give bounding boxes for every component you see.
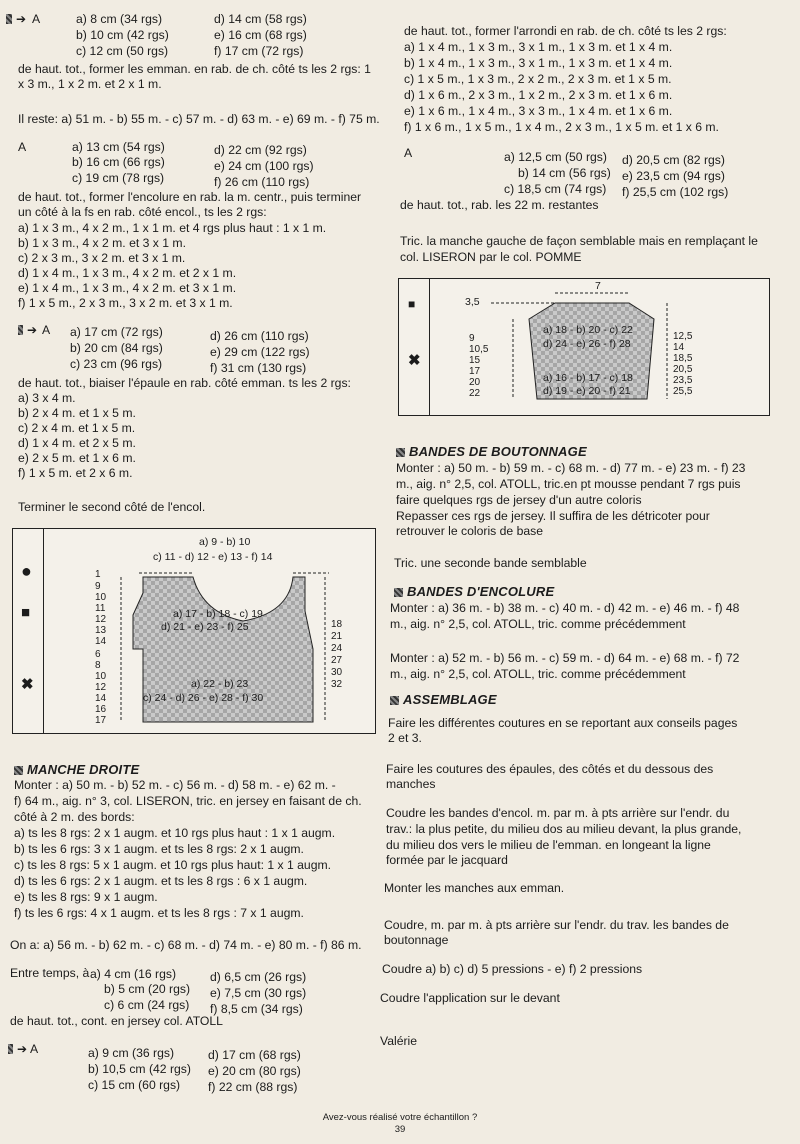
measure-label: 15 (469, 355, 481, 366)
diagram-label: 3,5 (465, 296, 480, 308)
instruction-line: un côté à la fs en rab. côté encol., ts les 2 rgs: (18, 205, 267, 219)
instruction-line: de haut. tot., former les emman. en rab. de ch. côté ts les 2 rgs: 1 (18, 62, 371, 76)
section-title-text: ASSEMBLAGE (403, 692, 497, 707)
section-title-text: BANDES D'ENCOLURE (407, 584, 555, 599)
instruction-line: a) ts les 8 rgs: 2 x 1 augm. et 10 rgs plus haut : 1 x 1 augm. (14, 826, 336, 840)
instruction-line: formée par le jacquard (386, 853, 508, 867)
instruction-line: de haut. tot., former l'encolure en rab. la m. centr., puis terminer (18, 190, 362, 204)
measure-label: 12,5 (673, 331, 693, 342)
measure-label: 14 (95, 693, 107, 704)
section-bullet-icon (394, 588, 403, 597)
size-line: c) 18,5 cm (74 rgs) (504, 182, 607, 196)
size-line: d) 6,5 cm (26 rgs) (210, 970, 307, 984)
instruction-line: côté à 2 m. des bords: (14, 810, 135, 824)
instruction-line: 2 et 3. (388, 731, 422, 745)
size-line: a) 17 cm (72 rgs) (70, 325, 163, 339)
arrow-marker: ➔ (6, 12, 26, 27)
square-symbol-icon: ■ (408, 297, 416, 311)
instruction-line: d) 1 x 4 m. et 2 x 5 m. (18, 436, 136, 450)
measure-label: 27 (331, 655, 343, 666)
section-title (396, 444, 587, 459)
instruction-line: boutonnage (384, 933, 449, 947)
instruction-line: de haut. tot., former l'arrondi en rab. de ch. côté ts les 2 rgs: (404, 24, 727, 38)
instruction-line: Tric. la manche gauche de façon semblable mais en remplaçant le (400, 234, 758, 248)
footer-question: Avez-vous réalisé votre échantillon ? (322, 1112, 478, 1123)
measure-label: 1 (95, 569, 101, 580)
size-line: a) 8 cm (34 rgs) (76, 12, 163, 26)
measure-label: 14 (673, 342, 685, 353)
diagram-label: a) 9 - b) 10 (199, 536, 251, 548)
instruction-line: m., aig. n° 2,5, col. ATOLL, tric. comme précédemment (390, 667, 686, 681)
diagram-label: a) 18 - b) 20 - c) 22 (543, 324, 633, 336)
measure-label: 18,5 (673, 353, 693, 364)
instruction-line: f) 64 m., aig. n° 3, col. LISERON, tric. en jersey en faisant de ch. (14, 794, 362, 808)
measure-label: 17 (469, 366, 481, 377)
instruction-line: Entre temps, à (10, 966, 90, 980)
cross-symbol-icon: ✖ (21, 676, 34, 693)
section-bullet-icon (396, 448, 405, 457)
instruction-line: f) 1 x 6 m., 1 x 5 m., 1 x 4 m., 2 x 3 m., 1 x 5 m. et 1 x 6 m. (404, 120, 719, 134)
instruction-line: c) ts les 8 rgs: 5 x 1 augm. et 10 rgs plus haut: 1 x 1 augm. (14, 858, 332, 872)
diagram-label: d) 19 - e) 20 - f) 21 (543, 385, 631, 397)
instruction-line: Coudre a) b) c) d) 5 pressions - e) f) 2 pressions (382, 962, 643, 976)
instruction-line: Coudre, m. par m. à pts arrière sur l'endr. du trav. les bandes de (384, 918, 729, 932)
size-line: d) 20,5 cm (82 rgs) (622, 153, 725, 167)
signature: Valérie (380, 1034, 418, 1048)
section-bullet-icon (390, 696, 399, 705)
instruction-line: Faire les différentes coutures en se reportant aux conseils pages (388, 716, 738, 730)
size-line: d) 17 cm (68 rgs) (208, 1048, 301, 1062)
instruction-line: a) 1 x 4 m., 1 x 3 m., 3 x 1 m., 1 x 3 m. et 1 x 4 m. (404, 40, 673, 54)
diagram-label: d) 24 - e) 26 - f) 28 (543, 338, 631, 350)
instruction-line: m., aig. n° 2,5, col. ATOLL, tric. comme précédemment (390, 617, 686, 631)
measure-label: 16 (95, 704, 107, 715)
measure-label: 12 (95, 614, 107, 625)
diagram-label: d) 21 - e) 23 - f) 25 (161, 621, 249, 633)
instruction-line: d) 1 x 4 m., 1 x 3 m., 4 x 2 m. et 2 x 1 m. (18, 266, 237, 280)
instruction-line: e) 1 x 4 m., 1 x 3 m., 4 x 2 m. et 3 x 1 m. (18, 281, 237, 295)
section-title-text: BANDES DE BOUTONNAGE (409, 444, 587, 459)
measure-label: 9 (95, 581, 101, 592)
instruction-line: col. LISERON par le col. POMME (400, 250, 582, 264)
size-line: e) 29 cm (122 rgs) (210, 345, 310, 359)
size-line: e) 24 cm (100 rgs) (214, 159, 314, 173)
size-line: c) 23 cm (96 rgs) (70, 357, 163, 371)
instruction-line: a) 1 x 3 m., 4 x 2 m., 1 x 1 m. et 4 rgs plus haut : 1 x 1 m. (18, 221, 327, 235)
instruction-line: Tric. une seconde bande semblable (394, 556, 587, 570)
sleeve-diagram (398, 278, 770, 416)
instruction-line: b) 1 x 3 m., 4 x 2 m. et 3 x 1 m. (18, 236, 186, 250)
measure-label: 9 (469, 333, 475, 344)
instruction-line: f) 1 x 5 m., 2 x 3 m., 3 x 2 m. et 3 x 1 m. (18, 296, 233, 310)
instruction-line: a) 3 x 4 m. (18, 391, 76, 405)
instruction-line: f) 1 x 5 m. et 2 x 6 m. (18, 466, 133, 480)
diagram-label: c) 11 - d) 12 - e) 13 - f) 14 (153, 551, 273, 563)
instruction-line: c) 1 x 5 m., 1 x 3 m., 2 x 2 m., 2 x 3 m. et 1 x 5 m. (404, 72, 672, 86)
instruction-line: retrouver le coloris de base (396, 524, 543, 538)
size-line: d) 26 cm (110 rgs) (210, 329, 309, 343)
size-line: e) 20 cm (80 rgs) (208, 1064, 301, 1078)
section-title (14, 762, 139, 777)
instruction-line: e) 1 x 6 m., 1 x 4 m., 3 x 3 m., 1 x 4 m. et 1 x 6 m. (404, 104, 673, 118)
instruction-line: Monter : a) 36 m. - b) 38 m. - c) 40 m. - d) 42 m. - e) 46 m. - f) 48 (390, 601, 740, 615)
size-line: f) 25,5 cm (102 rgs) (622, 185, 729, 199)
block1-marker: A (32, 12, 41, 26)
measure-label: 10 (95, 592, 107, 603)
size-line: f) 31 cm (130 rgs) (210, 361, 307, 375)
instruction-line: Coudre l'application sur le devant (380, 991, 560, 1005)
square-symbol-icon: ■ (21, 604, 31, 621)
instruction-line: Faire les coutures des épaules, des côtés et du dessous des (386, 762, 714, 776)
front-diagram (12, 528, 376, 734)
diagram-label: a) 22 - b) 23 (191, 678, 249, 690)
diagram-label: a) 17 - b) 18 - c) 19 (173, 608, 263, 620)
instruction-line: de haut. tot., rab. les 22 m. restantes (400, 198, 599, 212)
page-number: 39 (394, 1124, 406, 1135)
size-line: b) 14 cm (56 rgs) (518, 166, 611, 180)
size-line: a) 13 cm (54 rgs) (72, 140, 165, 154)
instruction-line: manches (386, 777, 436, 791)
instruction-line: Monter : a) 52 m. - b) 56 m. - c) 59 m. - d) 64 m. - e) 68 m. - f) 72 (390, 651, 740, 665)
section-title (390, 692, 497, 707)
size-line: b) 10,5 cm (42 rgs) (88, 1062, 191, 1076)
measure-label: 23,5 (673, 375, 693, 386)
size-line: a) 9 cm (36 rgs) (88, 1046, 175, 1060)
instruction-line: Coudre les bandes d'encol. m. par m. à pts arrière sur l'endr. du (386, 806, 730, 820)
instruction-line: Monter : a) 50 m. - b) 59 m. - c) 68 m. - d) 77 m. - e) 23 m. - f) 23 (396, 461, 746, 475)
measure-label: 10,5 (469, 344, 489, 355)
arrow-marker: ➔ (8, 1042, 27, 1057)
instruction-line: b) 2 x 4 m. et 1 x 5 m. (18, 406, 136, 420)
instruction-line: trav.: la plus petite, du milieu dos au milieu devant, la plus grande, (386, 822, 742, 836)
measure-label: 11 (95, 603, 106, 614)
block3-marker: A (42, 323, 51, 337)
size-line: f) 8,5 cm (34 rgs) (210, 1002, 303, 1016)
diagram-label: a) 16 - b) 17 - c) 18 (543, 372, 633, 384)
instruction-line: Repasser ces rgs de jersey. Il suffira de les détricoter pour (396, 509, 710, 523)
instruction-line: e) 2 x 5 m. et 1 x 6 m. (18, 451, 136, 465)
instruction-line: Monter : a) 50 m. - b) 52 m. - c) 56 m. - d) 58 m. - e) 62 m. - (14, 778, 336, 792)
measure-label: 6 (95, 649, 101, 660)
cross-symbol-icon: ✖ (408, 352, 421, 369)
measure-label: 30 (331, 667, 343, 678)
instruction-line: e) ts les 8 rgs: 9 x 1 augm. (14, 890, 158, 904)
instruction-line: b) 1 x 4 m., 1 x 3 m., 3 x 1 m., 1 x 3 m. et 1 x 4 m. (404, 56, 673, 70)
measure-label: 18 (331, 619, 343, 630)
instruction-line: b) ts les 6 rgs: 3 x 1 augm. et ts les 8 rgs: 2 x 1 augm. (14, 842, 304, 856)
instruction-line: Monter les manches aux emman. (384, 881, 565, 895)
instruction-line: Il reste: a) 51 m. - b) 55 m. - c) 57 m. - d) 63 m. - e) 69 m. - f) 75 m. (18, 112, 380, 126)
instruction-line: x 3 m., 1 x 2 m. et 2 x 1 m. (18, 77, 162, 91)
size-line: d) 14 cm (58 rgs) (214, 12, 307, 26)
diagram-label: c) 24 - d) 26 - e) 28 - f) 30 (143, 692, 264, 704)
measure-label: 32 (331, 679, 343, 690)
size-line: d) 22 cm (92 rgs) (214, 143, 307, 157)
last-marker: A (30, 1042, 39, 1056)
instruction-line: c) 2 x 4 m. et 1 x 5 m. (18, 421, 136, 435)
instruction-line: de haut. tot., biaiser l'épaule en rab. côté emman. ts les 2 rgs: (18, 376, 351, 390)
size-line: f) 26 cm (110 rgs) (214, 175, 310, 189)
size-line: e) 16 cm (68 rgs) (214, 28, 307, 42)
size-line: a) 12,5 cm (50 rgs) (504, 150, 607, 164)
size-line: c) 6 cm (24 rgs) (104, 998, 190, 1012)
diagram-legend-strip (13, 529, 44, 733)
section-bullet-icon (14, 766, 23, 775)
size-line: e) 23,5 cm (94 rgs) (622, 169, 725, 183)
measure-label: 17 (95, 715, 107, 726)
section-title (394, 584, 554, 599)
instruction-line: faire quelques rgs de jersey d'un autre coloris (396, 493, 642, 507)
measure-label: 10 (95, 671, 107, 682)
instruction-line: Terminer le second côté de l'encol. (18, 500, 206, 514)
instruction-line: de haut. tot., cont. en jersey col. ATOLL (10, 1014, 223, 1028)
size-line: f) 17 cm (72 rgs) (214, 44, 304, 58)
instruction-line: m., aig. n° 2,5, col. ATOLL, tric.en pt mousse pendant 7 rgs puis (396, 477, 741, 491)
instruction-line: d) ts les 6 rgs: 2 x 1 augm. et ts les 8 rgs : 6 x 1 augm. (14, 874, 308, 888)
measure-label: 20 (469, 377, 481, 388)
size-line: c) 15 cm (60 rgs) (88, 1078, 181, 1092)
size-line: a) 4 cm (16 rgs) (90, 967, 177, 981)
section-title-text: MANCHE DROITE (27, 762, 140, 777)
size-line: b) 10 cm (42 rgs) (76, 28, 169, 42)
block-a-marker: A (404, 146, 413, 160)
measure-label: 21 (331, 631, 343, 642)
measure-label: 24 (331, 643, 343, 654)
measure-label: 22 (469, 388, 481, 399)
dot-symbol-icon: ● (21, 561, 32, 581)
measure-label: 13 (95, 625, 107, 636)
size-line: c) 19 cm (78 rgs) (72, 171, 165, 185)
size-line: b) 5 cm (20 rgs) (104, 982, 191, 996)
size-line: e) 7,5 cm (30 rgs) (210, 986, 307, 1000)
instruction-line: du milieu dos vers le milieu de l'emman. en longeant la ligne (386, 838, 711, 852)
instruction-line: c) 2 x 3 m., 3 x 2 m. et 3 x 1 m. (18, 251, 186, 265)
measure-label: 25,5 (673, 386, 693, 397)
arrow-marker: ➔ (18, 323, 37, 338)
instruction-line: On a: a) 56 m. - b) 62 m. - c) 68 m. - d) 74 m. - e) 80 m. - f) 86 m. (10, 938, 362, 952)
instruction-line: f) ts les 6 rgs: 4 x 1 augm. et ts les 8 rgs : 7 x 1 augm. (14, 906, 304, 920)
measure-label: 14 (95, 636, 107, 647)
measure-label: 8 (95, 660, 101, 671)
block2-marker: A (18, 140, 27, 154)
measure-label: 12 (95, 682, 107, 693)
size-line: c) 12 cm (50 rgs) (76, 44, 169, 58)
measure-label: 20,5 (673, 364, 693, 375)
diagram-label: 7 (595, 280, 601, 292)
instruction-line: d) 1 x 6 m., 2 x 3 m., 1 x 2 m., 2 x 3 m. et 1 x 6 m. (404, 88, 673, 102)
size-line: f) 22 cm (88 rgs) (208, 1080, 298, 1094)
size-line: b) 20 cm (84 rgs) (70, 341, 163, 355)
size-line: b) 16 cm (66 rgs) (72, 155, 165, 169)
